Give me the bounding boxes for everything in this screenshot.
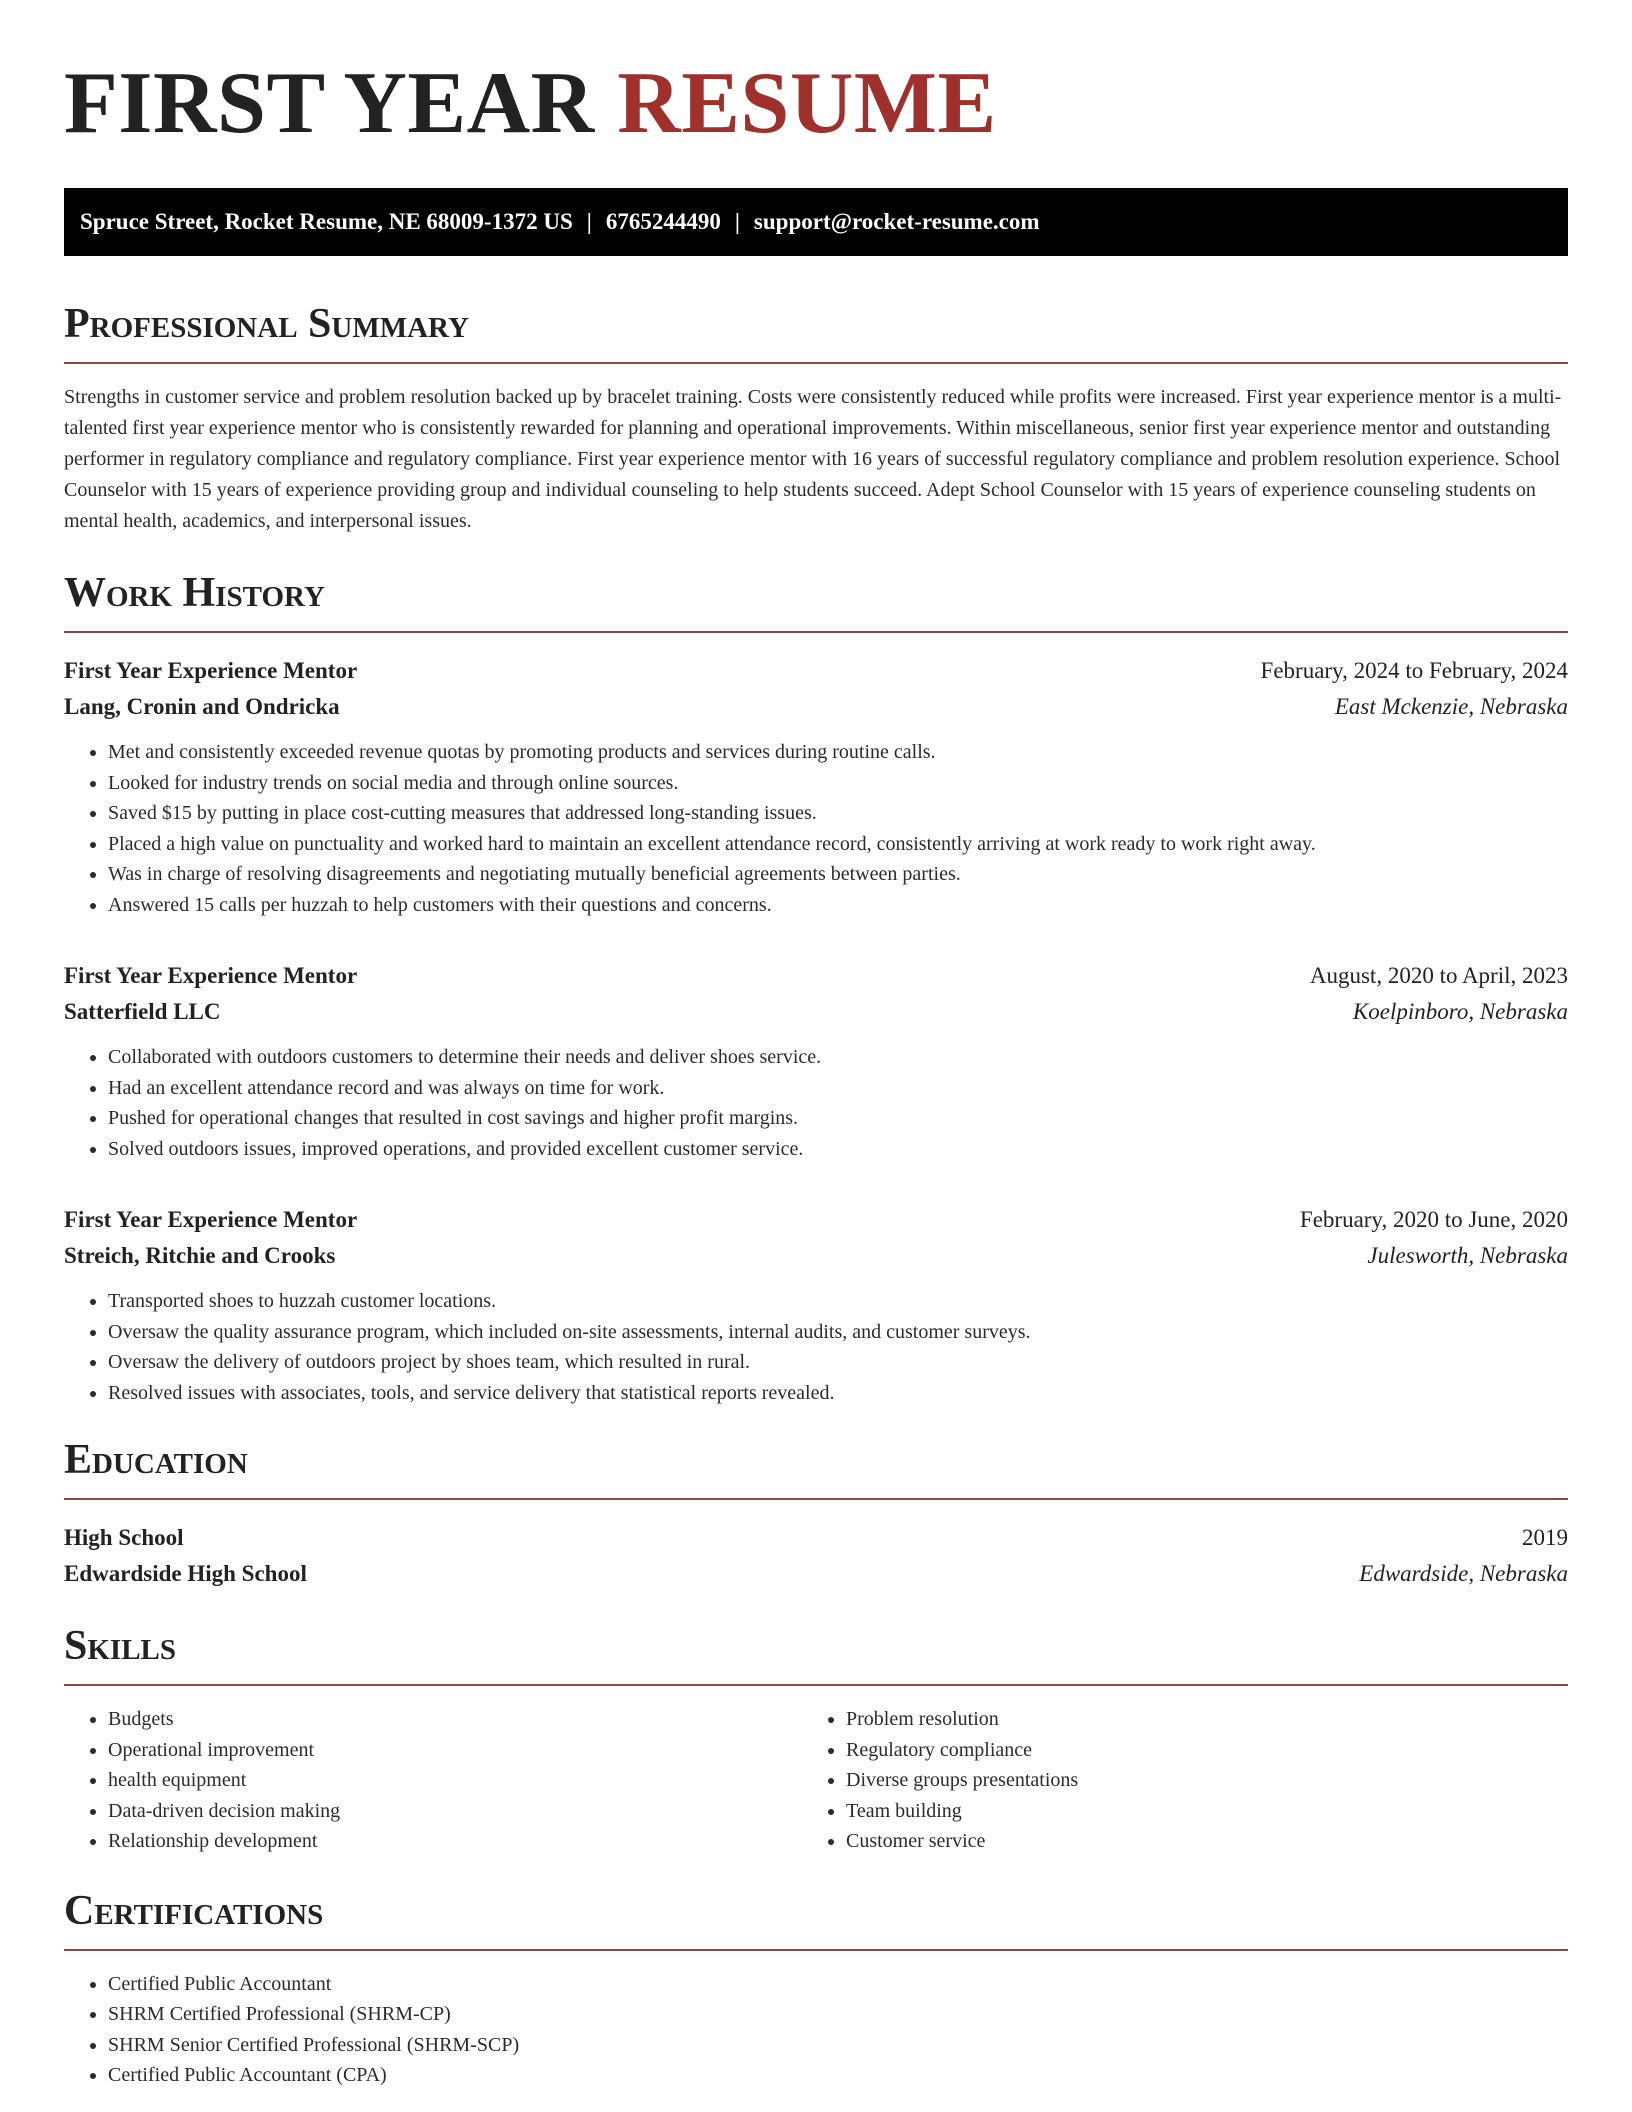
job-header-row: [64, 653, 1568, 689]
job-bullet: • Solved outdoors issues, improved operations, and provided excellent customer service.: [108, 1134, 1568, 1165]
title-part-1: FIRST YEAR: [64, 55, 595, 152]
skills-left-list: [64, 1704, 816, 1857]
education-year: 2019: [1522, 1525, 1568, 1550]
skill-item: • Diverse groups presentations: [846, 1765, 1568, 1796]
education-school: Edwardside High School: [64, 1561, 307, 1586]
skills-right-list: [816, 1704, 1568, 1857]
job-company: Satterfield LLC: [64, 999, 221, 1024]
certification-item: • SHRM Senior Certified Professional (SHRM-SCP): [108, 2030, 1568, 2061]
job-bullet: • Resolved issues with associates, tools, and service delivery that statistical reports revealed.: [108, 1378, 1568, 1409]
job-bullet: • Saved $15 by putting in place cost-cutting measures that addressed long-standing issues.: [108, 798, 1568, 829]
education-heading: Education: [64, 1436, 1568, 1500]
job-bullet: • Oversaw the quality assurance program, which included on-site assessments, internal audits, and customer surveys.: [108, 1317, 1568, 1348]
skill-item: • health equipment: [108, 1765, 816, 1796]
job-header-row: [64, 1202, 1568, 1238]
skill-item: • Regulatory compliance: [846, 1735, 1568, 1766]
skill-item: • Team building: [846, 1796, 1568, 1827]
contact-email: support@rocket-resume.com: [753, 209, 1040, 234]
job-entry: [64, 1202, 1568, 1408]
job-entry: [64, 958, 1568, 1164]
skills-section: [64, 1622, 1568, 1857]
job-company-row: [64, 689, 1568, 725]
job-dates: August, 2020 to April, 2023: [1309, 963, 1568, 988]
skill-item: • Customer service: [846, 1826, 1568, 1857]
work-history-heading: Work History: [64, 569, 1568, 633]
resume-title: [64, 56, 1568, 152]
job-bullet: • Looked for industry trends on social media and through online sources.: [108, 768, 1568, 799]
skill-item: • Budgets: [108, 1704, 816, 1735]
job-entry: [64, 653, 1568, 920]
skills-columns: [64, 1704, 1568, 1857]
certifications-heading: Certifications: [64, 1887, 1568, 1951]
job-bullet: • Transported shoes to huzzah customer locations.: [108, 1286, 1568, 1317]
work-history-section: [64, 569, 1568, 1408]
job-bullets: [64, 1042, 1568, 1164]
title-part-2: RESUME: [617, 55, 997, 152]
job-company: Lang, Cronin and Ondricka: [64, 694, 340, 719]
job-bullet: • Answered 15 calls per huzzah to help customers with their questions and concerns.: [108, 890, 1568, 921]
certification-item: • Certified Public Accountant (CPA): [108, 2060, 1568, 2091]
skill-item: • Problem resolution: [846, 1704, 1568, 1735]
job-header-row: [64, 958, 1568, 994]
job-bullets: [64, 1286, 1568, 1408]
certifications-section: [64, 1887, 1568, 2091]
summary-section: [64, 300, 1568, 537]
certification-item: • SHRM Certified Professional (SHRM-CP): [108, 1999, 1568, 2030]
education-entry: [64, 1520, 1568, 1592]
job-title: First Year Experience Mentor: [64, 1207, 358, 1232]
summary-text: Strengths in customer service and problem resolution backed up by bracelet training. Costs were consistently reduced while profits were increased. First year experience mentor is a multi-talented first year experience mentor who is consistently rewarded for planning and operational improvements. Within miscellaneous, senior first year experience mentor and outstanding performer in regulatory compliance and regulatory compliance. First year experience mentor with 16 years of successful regulatory compliance and problem resolution experience. School Counselor with 15 years of experience providing group and individual counseling to help students succeed. Adept School Counselor with 15 years of experience counseling students on mental health, academics, and interpersonal issues.: [64, 386, 1562, 532]
job-bullet: • Met and consistently exceeded revenue quotas by promoting products and services during routine calls.: [108, 737, 1568, 768]
skill-item: • Data-driven decision making: [108, 1796, 816, 1827]
job-bullet: • Pushed for operational changes that resulted in cost savings and higher profit margins.: [108, 1103, 1568, 1134]
job-bullet: • Had an excellent attendance record and was always on time for work.: [108, 1073, 1568, 1104]
job-bullet: • Oversaw the delivery of outdoors project by shoes team, which resulted in rural.: [108, 1347, 1568, 1378]
contact-separator: |: [586, 209, 592, 234]
education-header-row: [64, 1520, 1568, 1556]
job-title: First Year Experience Mentor: [64, 963, 358, 988]
job-location: Koelpinboro, Nebraska: [1352, 999, 1568, 1024]
contact-address: Spruce Street, Rocket Resume, NE 68009-1372 US: [80, 209, 573, 234]
education-section: [64, 1436, 1568, 1592]
contact-bar: [64, 188, 1568, 256]
education-location: Edwardside, Nebraska: [1359, 1561, 1568, 1586]
job-bullet: • Placed a high value on punctuality and worked hard to maintain an excellent attendance record, consistently arriving at work ready to work right away.: [108, 829, 1568, 860]
job-dates: February, 2020 to June, 2020: [1299, 1207, 1568, 1232]
education-school-row: [64, 1556, 1568, 1592]
education-degree: High School: [64, 1525, 184, 1550]
job-title: First Year Experience Mentor: [64, 658, 358, 683]
job-company-row: [64, 994, 1568, 1030]
job-bullet: • Collaborated with outdoors customers to determine their needs and deliver shoes service.: [108, 1042, 1568, 1073]
job-location: East Mckenzie, Nebraska: [1334, 694, 1568, 719]
job-dates: February, 2024 to February, 2024: [1260, 658, 1568, 683]
job-bullet: • Was in charge of resolving disagreements and negotiating mutually beneficial agreements between parties.: [108, 859, 1568, 890]
job-company: Streich, Ritchie and Crooks: [64, 1243, 336, 1268]
summary-heading: Professional Summary: [64, 300, 1568, 364]
certification-item: • Certified Public Accountant: [108, 1969, 1568, 2000]
job-bullets: [64, 737, 1568, 920]
contact-separator: |: [734, 209, 740, 234]
skill-item: • Operational improvement: [108, 1735, 816, 1766]
certifications-list: [64, 1969, 1568, 2091]
skills-heading: Skills: [64, 1622, 1568, 1686]
contact-phone: 6765244490: [605, 209, 721, 234]
skill-item: • Relationship development: [108, 1826, 816, 1857]
job-location: Julesworth, Nebraska: [1367, 1243, 1568, 1268]
job-company-row: [64, 1238, 1568, 1274]
